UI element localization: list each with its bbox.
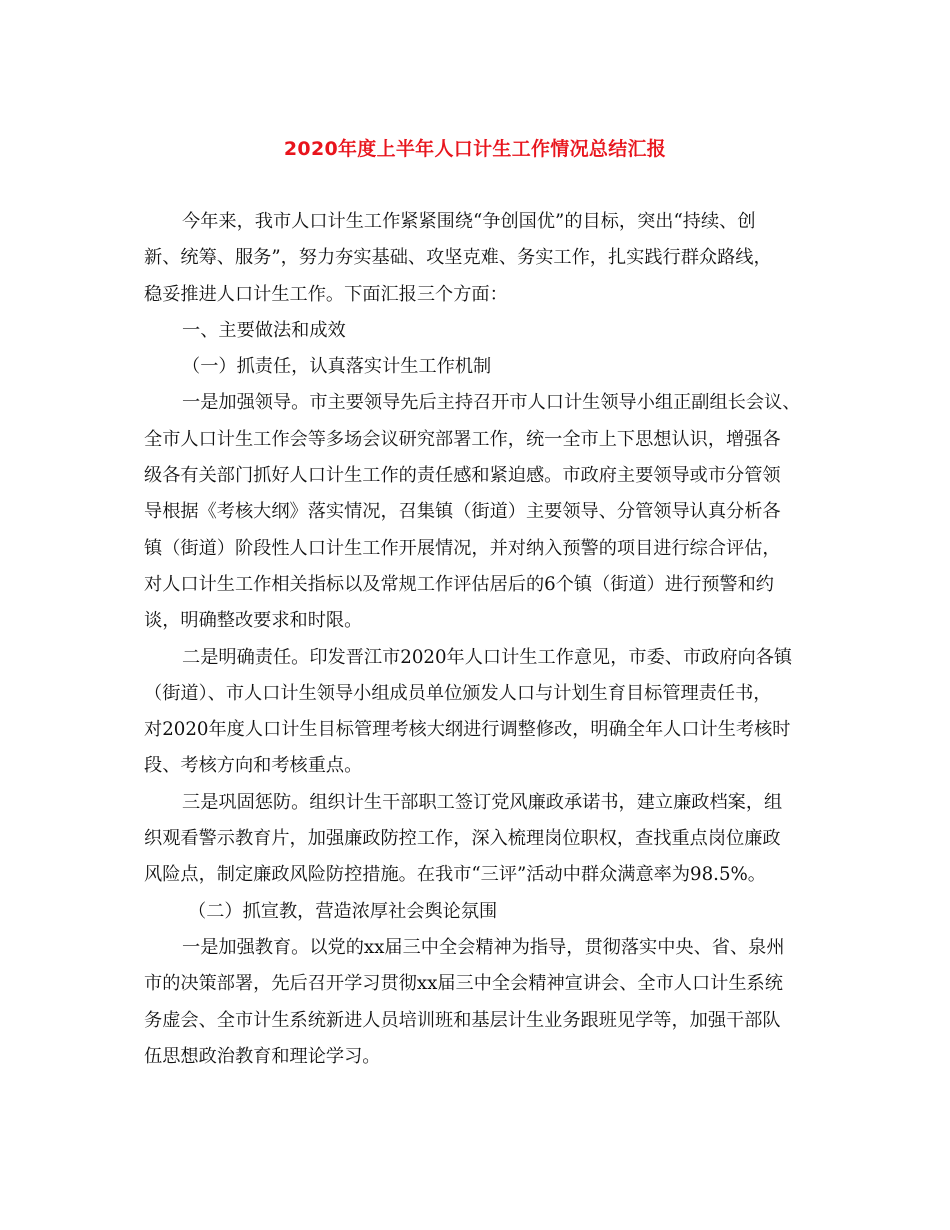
paragraph-line: 级各有关部门抓好人口计生工作的责任感和紧迫感。市政府主要领导或市分管领 <box>144 465 781 487</box>
paragraph-line: 风险点，制定廉政风险防控措施。在我市“三评”活动中群众满意率为98.5%。 <box>144 864 766 886</box>
section-heading: 一、主要做法和成效 <box>182 319 346 341</box>
paragraph-line: （街道）、市人口计生领导小组成员单位颁发人口与计划生育目标管理责任书， <box>144 682 772 704</box>
paragraph-line: 二是明确责任。印发晋江市2020年人口计生工作意见，市委、市政府向各镇 <box>182 646 793 668</box>
paragraph-line: 伍思想政治教育和理论学习。 <box>144 1045 381 1067</box>
paragraph-line: 对2020年度人口计生目标管理考核大纲进行调整修改，明确全年人口计生考核时 <box>144 719 791 741</box>
subsection-heading: （二）抓宣教，营造浓厚社会舆论氛围 <box>188 900 498 922</box>
paragraph-line: 全市人口计生工作会等多场会议研究部署工作，统一全市上下思想认识，增强各 <box>144 428 781 450</box>
paragraph-line: 对人口计生工作相关指标以及常规工作评估居后的6个镇（街道）进行预警和约 <box>144 573 774 595</box>
paragraph-line: 谈，明确整改要求和时限。 <box>144 610 363 632</box>
paragraph-line: 三是巩固惩防。组织计生干部职工签订党风廉政承诺书，建立廉政档案，组 <box>182 791 783 813</box>
paragraph-line: 一是加强领导。市主要领导先后主持召开市人口计生领导小组正副组长会议、 <box>182 392 801 414</box>
paragraph-line: 导根据《考核大纲》落实情况，召集镇（街道）主要领导、分管领导认真分析各 <box>144 501 781 523</box>
document-title: 2020年度上半年人口计生工作情况总结汇报 <box>283 138 667 160</box>
paragraph-line: 一是加强教育。以党的xx届三中全会精神为指导，贯彻落实中央、省、泉州 <box>182 936 785 958</box>
paragraph-line: 段、考核方向和考核重点。 <box>144 755 363 777</box>
paragraph-line: 织观看警示教育片，加强廉政防控工作，深入梳理岗位职权，查找重点岗位廉政 <box>144 828 781 850</box>
document-body <box>144 204 810 1075</box>
paragraph-line: 新、统筹、服务”，努力夯实基础、攻坚克难、务实工作，扎实践行群众路线， <box>144 247 772 269</box>
paragraph-line: 稳妥推进人口计生工作。下面汇报三个方面： <box>144 283 508 305</box>
paragraph-line: 镇（街道）阶段性人口计生工作开展情况，并对纳入预警的项目进行综合评估， <box>144 537 781 559</box>
paragraph-line: 今年来，我市人口计生工作紧紧围绕“争创国优”的目标，突出“持续、创 <box>182 211 756 232</box>
paragraph-line: 市的决策部署，先后召开学习贯彻xx届三中全会精神宣讲会、全市人口计生系统 <box>144 973 783 995</box>
subsection-heading: （一）抓责任，认真落实计生工作机制 <box>182 356 492 378</box>
paragraph-line: 务虚会、全市计生系统新进人员培训班和基层计生业务跟班见学等，加强干部队 <box>144 1009 781 1031</box>
